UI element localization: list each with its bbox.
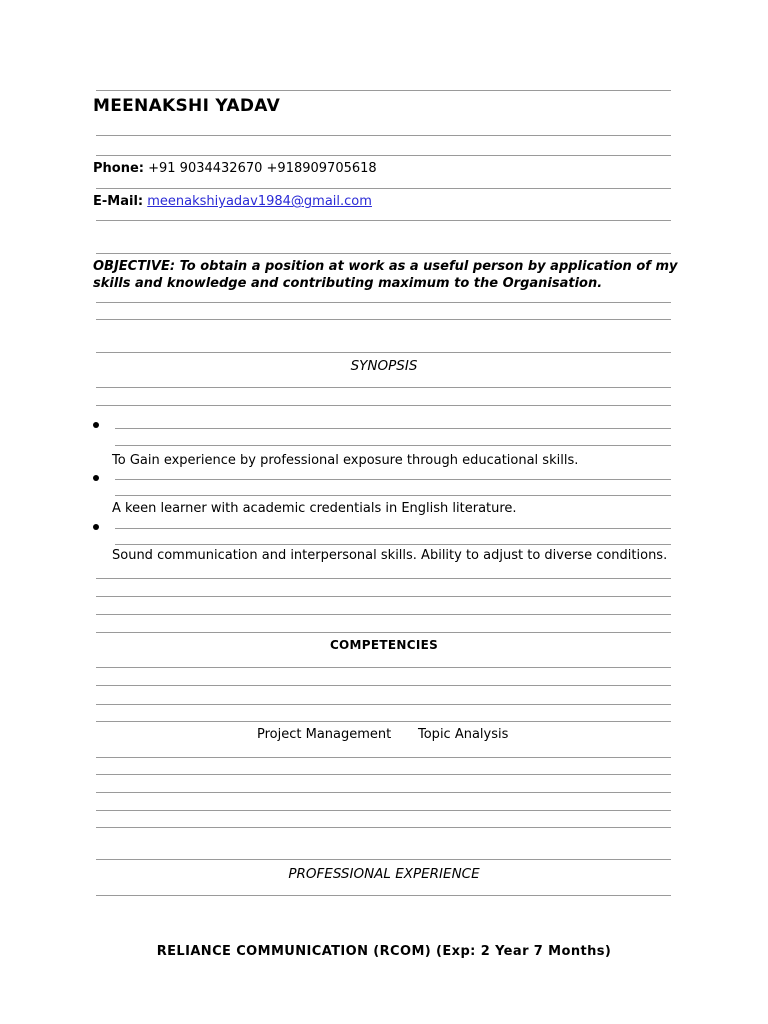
divider	[96, 810, 671, 811]
divider	[96, 319, 671, 320]
divider	[115, 544, 671, 545]
divider	[96, 253, 671, 254]
divider	[115, 528, 671, 529]
synopsis-item: To Gain experience by professional exposure through educational skills.	[112, 453, 579, 468]
divider	[96, 387, 671, 388]
email-label: E-Mail:	[93, 194, 144, 209]
competency-item: Project Management	[257, 727, 392, 742]
divider	[96, 792, 671, 793]
divider	[96, 405, 671, 406]
phone-label: Phone:	[93, 161, 144, 176]
divider	[96, 704, 671, 705]
synopsis-item: A keen learner with academic credentials in English literature.	[112, 501, 517, 516]
competency-item: Topic Analysis	[418, 727, 509, 742]
divider	[96, 188, 671, 189]
divider	[96, 90, 671, 91]
divider	[96, 859, 671, 860]
divider	[96, 135, 671, 136]
bullet-icon	[93, 524, 99, 530]
competencies-heading: COMPETENCIES	[329, 638, 439, 652]
divider	[96, 774, 671, 775]
divider	[96, 827, 671, 828]
divider	[96, 667, 671, 668]
divider	[96, 302, 671, 303]
divider	[115, 428, 671, 429]
bullet-icon	[93, 422, 99, 428]
divider	[115, 495, 671, 496]
candidate-name: MEENAKSHI YADAV	[93, 96, 281, 116]
divider	[96, 757, 671, 758]
divider	[96, 596, 671, 597]
divider	[115, 445, 671, 446]
divider	[96, 895, 671, 896]
email-link[interactable]: meenakshiyadav1984@gmail.com	[147, 194, 372, 209]
divider	[115, 479, 671, 480]
divider	[96, 578, 671, 579]
divider	[96, 352, 671, 353]
divider	[96, 155, 671, 156]
bullet-icon	[93, 475, 99, 481]
synopsis-item: Sound communication and interpersonal skills. Ability to adjust to diverse conditions.	[112, 548, 668, 563]
synopsis-heading: SYNOPSIS	[350, 358, 418, 374]
experience-heading: PROFESSIONAL EXPERIENCE	[288, 866, 480, 882]
divider	[96, 721, 671, 722]
phone-line	[93, 161, 377, 176]
divider	[96, 685, 671, 686]
divider	[96, 220, 671, 221]
objective-text: OBJECTIVE: To obtain a position at work as a useful person by application of my skills and knowledge and contributing maximum to the Organisation.	[93, 259, 678, 291]
company-line: RELIANCE COMMUNICATION (RCOM) (Exp: 2 Year 7 Months)	[156, 944, 612, 959]
divider	[96, 614, 671, 615]
email-line	[93, 194, 372, 209]
phone-value: +91 9034432670 +918909705618	[143, 161, 377, 176]
divider	[96, 632, 671, 633]
